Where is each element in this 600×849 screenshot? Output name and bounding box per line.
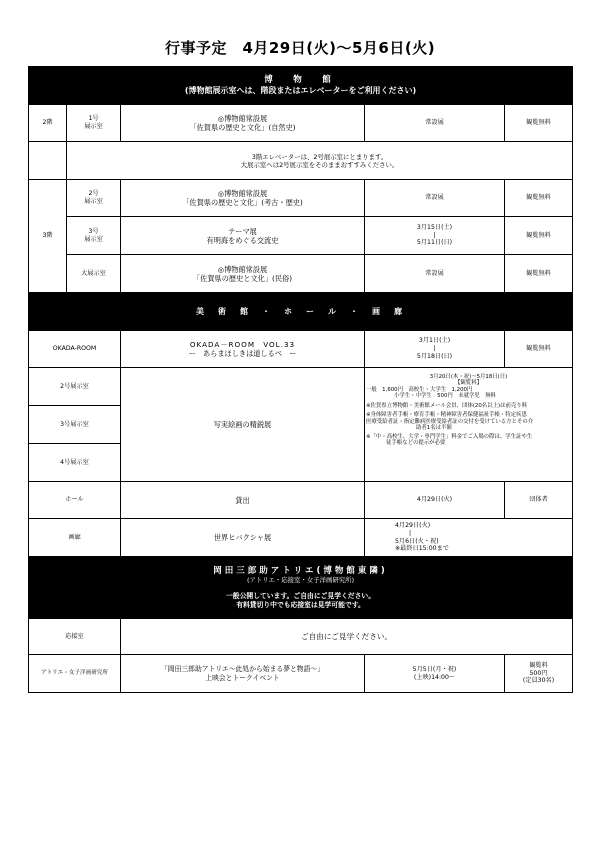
exhibit-details: 3月20日(木・祝)～5月18日(日) 【観覧料】 一般 1,600円 高校生・大学生 1,200円 小学生・中学生 500円 未就学児 無料 ※佐賀県立博物館・美術館メール会員、団体(20名以上)は前売り料 ※身体障害者手帳・療育手帳・精神障害者保健福祉手帳・特定疾患 医療受給者証・指定難病医療受給者証の交付を受けている方とその介 助者1名は半額 ※「中・高校生、大学・専門学生」料金でご入場の際は、学生証や生 徒手帳などの提示が必要 — [365, 368, 573, 482]
museum-heading: 博 物 館 — [264, 75, 337, 86]
exhibit-title: 写実絵画の精鋭展 — [121, 368, 365, 482]
exhibit-title: ◎博物館常設展 「佐賀県の歴史と文化」(考古・歴史) — [121, 180, 365, 217]
elevator-notice: 3階エレベーターは、2号展示室にとまります。 大展示室へは2号展示室をそのままおすすみください。 — [67, 142, 573, 180]
room-label: 3号展示室 — [29, 406, 121, 444]
exhibit-period: 常設展 — [365, 105, 505, 142]
atelier-note: 一般公開しています。ご自由にご見学ください。 — [226, 592, 375, 601]
table-row — [29, 519, 573, 557]
admission-fee: 観覧無料 — [505, 255, 573, 293]
exhibit-title: 世界ヒバクシャ展 — [121, 519, 365, 557]
room-label: 2号 展示室 — [67, 180, 121, 217]
table-row — [29, 482, 573, 519]
admission-fee: 団体者 — [505, 482, 573, 519]
room-label: 2号展示室 — [29, 368, 121, 406]
table-row — [29, 331, 573, 368]
art-heading: 美 術 館 ・ ホ ー ル ・ 画 廊 — [196, 306, 405, 316]
exhibit-period: 常設展 — [365, 255, 505, 293]
exhibit-period: 4月29日(火) — [365, 482, 505, 519]
exhibit-title: 「岡田三郎助アトリエ～此処から始まる夢と物語～」 上映会とトークイベント — [121, 655, 365, 693]
room-label: 1号 展示室 — [67, 105, 121, 142]
atelier-heading: 岡田三郎助アトリエ(博物館東隣) — [213, 565, 388, 576]
room-label: ホール — [29, 482, 121, 519]
admission-fee: 観覧料 500円 (定員30名) — [505, 655, 573, 693]
atelier-note: 有料貸切り中でも応接室は見学可能です。 — [236, 600, 365, 609]
art-section-header — [29, 293, 573, 331]
room-label: 4号展示室 — [29, 444, 121, 482]
exhibit-period: 5月5日(月・祝) (上映)14:00～ — [365, 655, 505, 693]
schedule-table — [28, 66, 573, 693]
exhibit-title: テーマ展 有明海をめぐる交流史 — [121, 217, 365, 255]
exhibit-title: OKADA－ROOM VOL.33 ー あらまほしきは道しるべ ー — [121, 331, 365, 368]
exhibit-period: 3月1日(土) | 5月18日(日) — [365, 331, 505, 368]
reception-note: ご自由にご見学ください。 — [121, 619, 573, 655]
room-label: 応接室 — [29, 619, 121, 655]
atelier-subheading: (アトリエ・応接室・女子洋画研究所) — [246, 576, 355, 585]
atelier-section-header — [29, 557, 573, 619]
exhibit-period: 4月29日(火) | 5月6日(火・祝) ※最終日15:00まで — [365, 519, 573, 557]
table-row — [29, 619, 573, 655]
table-row — [29, 180, 573, 217]
exhibit-title: ◎博物館常設展 「佐賀県の歴史と文化」(自然史) — [121, 105, 365, 142]
room-label: 大展示室 — [67, 255, 121, 293]
admission-fee: 観覧無料 — [505, 105, 573, 142]
room-label: 3号 展示室 — [67, 217, 121, 255]
admission-fee: 観覧無料 — [505, 180, 573, 217]
table-row — [29, 368, 573, 406]
table-row — [29, 105, 573, 142]
admission-fee: 観覧無料 — [505, 331, 573, 368]
page-title: 行事予定 4月29日(火)～5月6日(火) — [164, 39, 436, 57]
floor-label: 2階 — [29, 105, 67, 142]
room-label: OKADA-ROOM — [29, 331, 121, 368]
museum-section-header — [29, 67, 573, 105]
museum-subheading: (博物館展示室へは、階段またはエレベーターをご利用ください) — [184, 85, 417, 95]
room-label: 画廊 — [29, 519, 121, 557]
admission-fee: 観覧無料 — [505, 217, 573, 255]
table-row — [29, 655, 573, 693]
exhibit-title: ◎博物館常設展 「佐賀県の歴史と文化」(民俗) — [121, 255, 365, 293]
exhibit-period: 常設展 — [365, 180, 505, 217]
floor-label: 3階 — [29, 180, 67, 293]
room-label: アトリエ・女子洋画研究所 — [29, 655, 121, 693]
table-row — [29, 217, 573, 255]
exhibit-title: 貸出 — [121, 482, 365, 519]
exhibit-period: 3月15日(土) | 5月11日(日) — [365, 217, 505, 255]
table-row — [29, 255, 573, 293]
